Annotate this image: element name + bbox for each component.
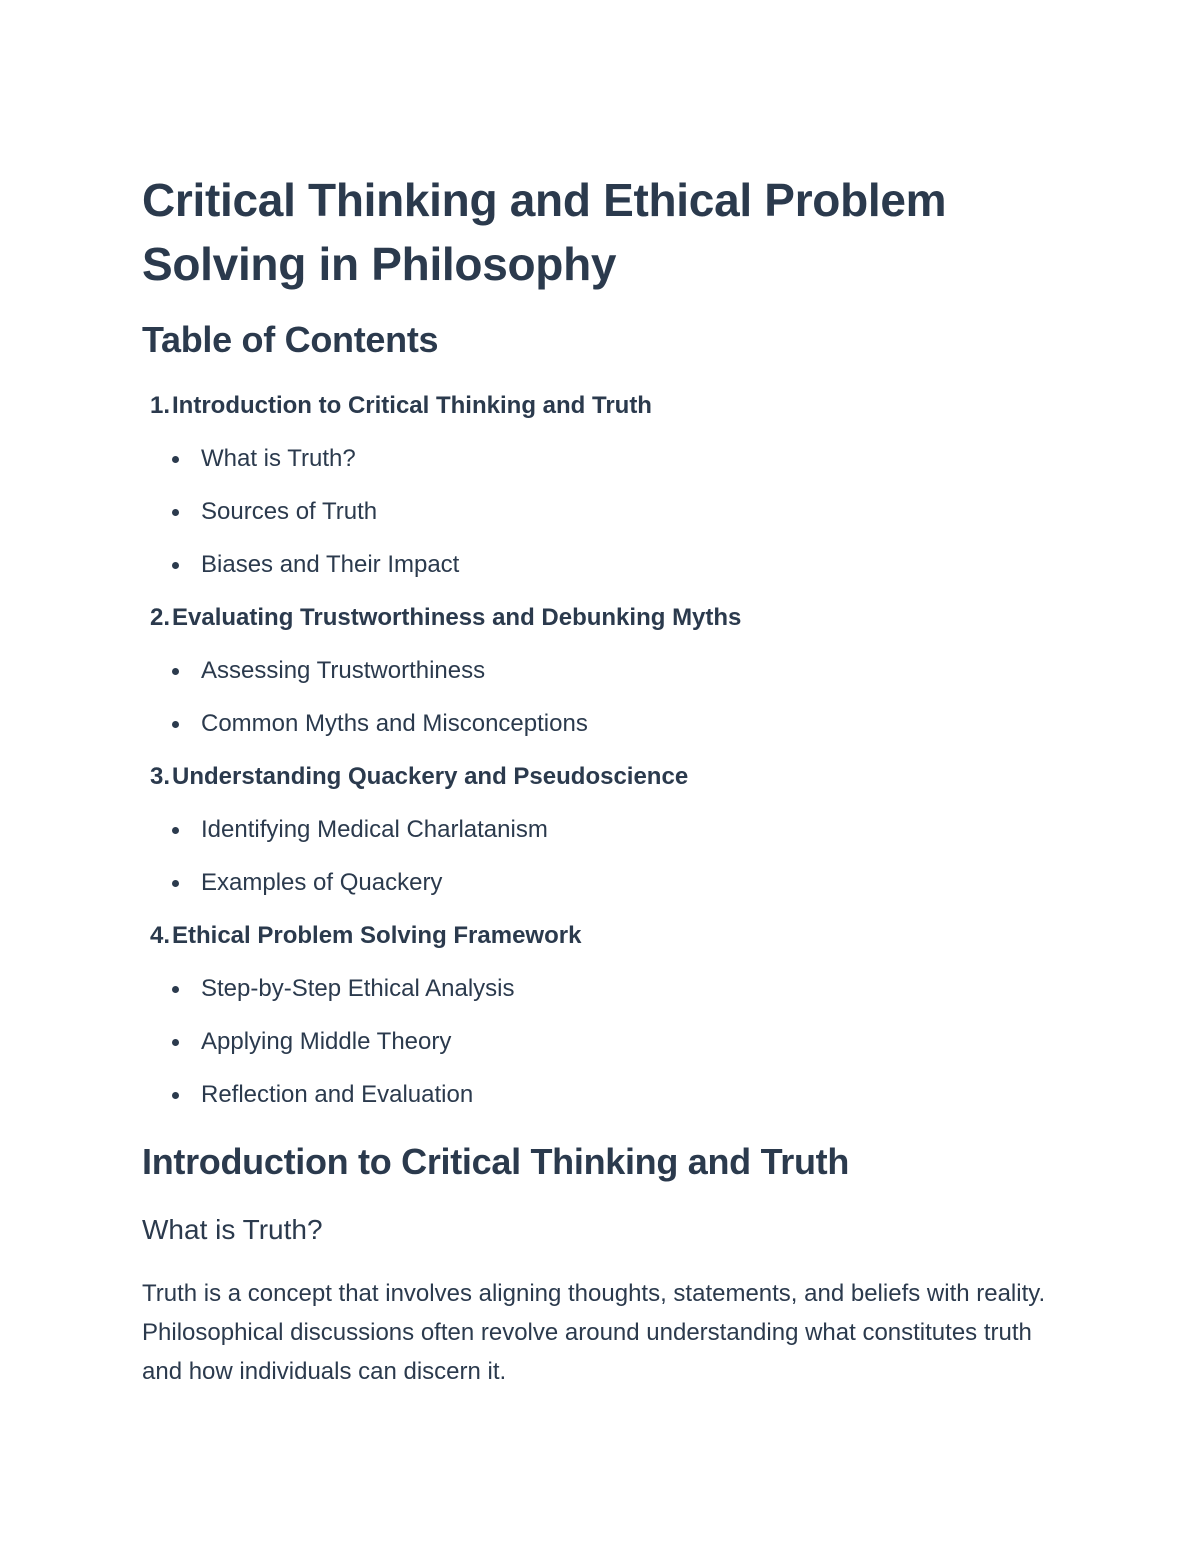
toc-section-label: Ethical Problem Solving Framework [172, 922, 582, 949]
toc-item[interactable] [142, 653, 1042, 706]
bullet-icon [172, 986, 179, 993]
toc-item-label: Biases and Their Impact [201, 551, 460, 578]
bullet-icon [172, 509, 179, 516]
toc-item-label: Applying Middle Theory [201, 1028, 452, 1055]
toc-item[interactable] [142, 441, 1042, 494]
toc-section-label: Evaluating Trustworthiness and Debunking Myths [172, 604, 742, 631]
bullet-icon [172, 880, 179, 887]
toc-section-number: 2. [149, 604, 170, 631]
toc-item[interactable] [142, 1024, 1042, 1077]
toc-section-1[interactable] [142, 388, 1042, 441]
bullet-icon [172, 827, 179, 834]
document-title: Critical Thinking and Ethical Problem Solving in Philosophy [142, 174, 947, 290]
toc-item[interactable] [142, 494, 1042, 547]
bullet-icon [172, 1092, 179, 1099]
toc-item-label: Reflection and Evaluation [201, 1081, 474, 1108]
toc-section-label: Understanding Quackery and Pseudoscience [172, 763, 689, 790]
toc-item[interactable] [142, 865, 1042, 918]
sub-heading: What is Truth? [142, 1214, 323, 1245]
toc-item[interactable] [142, 1077, 1042, 1130]
toc-section-number: 4. [149, 922, 170, 949]
toc-item-label: Examples of Quackery [201, 869, 443, 896]
toc-item-label: Assessing Trustworthiness [201, 657, 486, 684]
toc-item[interactable] [142, 971, 1042, 1024]
toc-section-number: 1. [149, 392, 170, 419]
document-page [142, 168, 1062, 1385]
toc-item-label: What is Truth? [201, 445, 356, 472]
toc-item[interactable] [142, 706, 1042, 759]
toc-section-2[interactable] [142, 600, 1042, 653]
toc-section-4[interactable] [142, 918, 1042, 971]
bullet-icon [172, 668, 179, 675]
toc-item[interactable] [142, 547, 1042, 600]
toc-section-number: 3. [149, 763, 170, 790]
bullet-icon [172, 721, 179, 728]
bullet-icon [172, 562, 179, 569]
toc-item-label: Common Myths and Misconceptions [201, 710, 588, 737]
toc-item-label: Step-by-Step Ethical Analysis [201, 975, 515, 1002]
bullet-icon [172, 456, 179, 463]
table-of-contents [142, 388, 1042, 1130]
bullet-icon [172, 1039, 179, 1046]
section-heading: Introduction to Critical Thinking and Truth [142, 1141, 850, 1182]
toc-heading: Table of Contents [142, 319, 439, 360]
toc-item-label: Sources of Truth [201, 498, 378, 525]
toc-section-label: Introduction to Critical Thinking and Truth [172, 392, 652, 419]
body-paragraph: Truth is a concept that involves aligning thoughts, statements, and beliefs with reality. Philosophical discussions often revolve around understanding what constitutes truth and how individuals can discern it. [142, 1280, 1046, 1385]
toc-section-3[interactable] [142, 759, 1042, 812]
toc-item[interactable] [142, 812, 1042, 865]
toc-item-label: Identifying Medical Charlatanism [201, 816, 548, 843]
